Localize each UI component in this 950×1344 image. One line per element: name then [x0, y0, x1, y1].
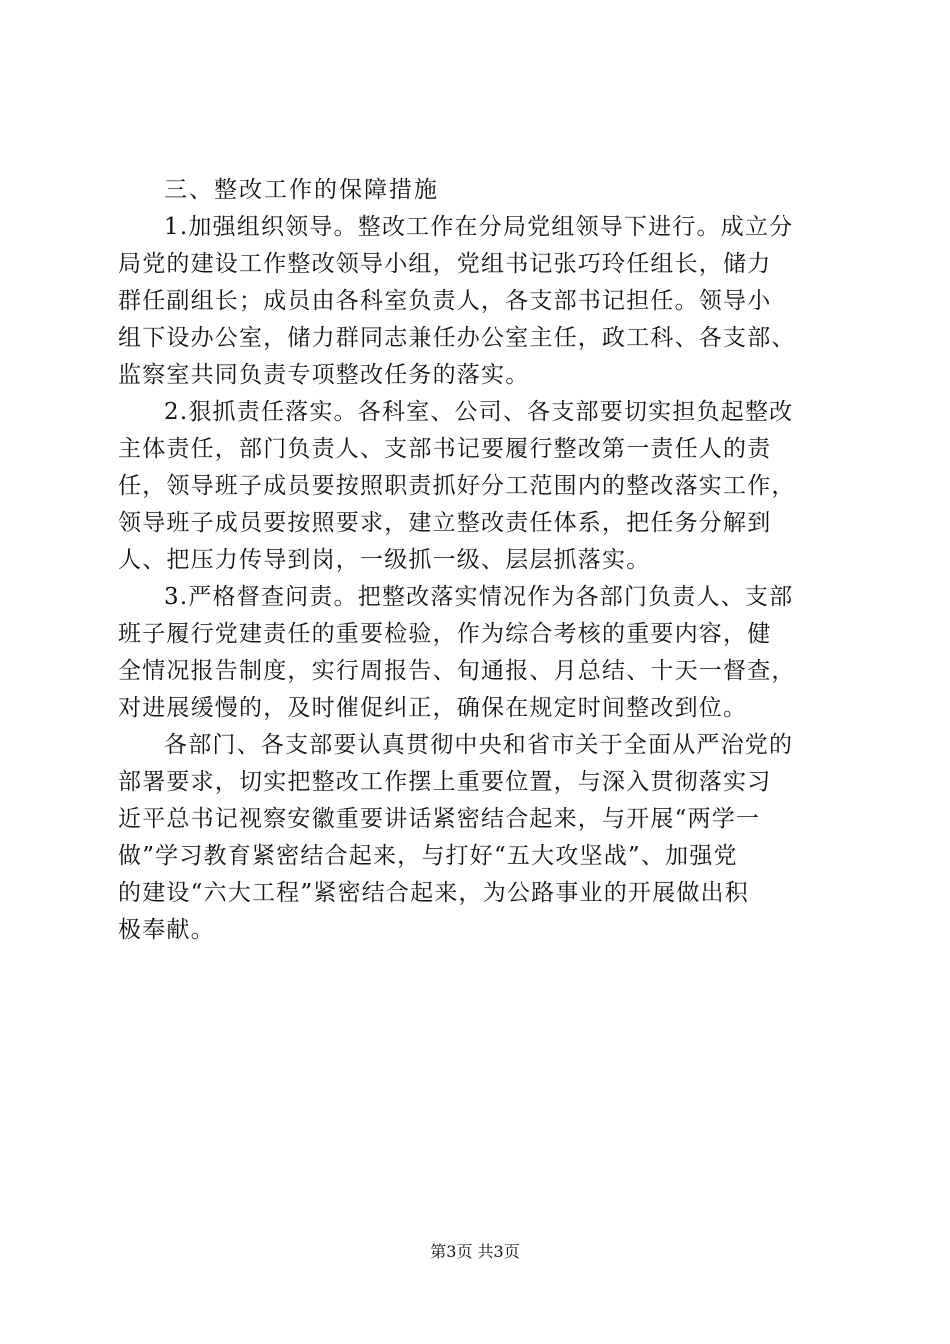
text-line: 近平总书记视察安徽重要讲话紧密结合起来，与开展“两学一 — [118, 806, 761, 832]
document-body — [118, 172, 838, 949]
text-line: 极奉献。 — [118, 917, 215, 943]
page-number: 第3页 共3页 — [430, 1242, 520, 1261]
text-line: 领导班子成员要按照要求，建立整改责任体系，把任务分解到 — [118, 510, 772, 536]
paragraph-responsibility — [118, 394, 838, 579]
text-line: 1.加强组织领导。整改工作在分局党组领导下进行。成立分 — [164, 214, 794, 240]
text-line: 部署要求，切实把整改工作摆上重要位置，与深入贯彻落实习 — [118, 769, 772, 795]
text-line: 3.严格督查问责。把整改落实情况作为各部门负责人、支部 — [164, 584, 794, 610]
text-line: 班子履行党建责任的重要检验，作为综合考核的重要内容，健 — [118, 621, 772, 647]
paragraph-organization-leadership — [118, 209, 838, 394]
text-line: 人、把压力传导到岗，一级抓一级、层层抓落实。 — [118, 547, 651, 573]
text-line: 对进展缓慢的，及时催促纠正，确保在规定时间整改到位。 — [118, 695, 748, 721]
text-line: 局党的建设工作整改领导小组，党组书记张巧玲任组长，储力 — [118, 251, 772, 277]
text-line: 各部门、各支部要认真贯彻中央和省市关于全面从严治党的 — [164, 732, 794, 758]
text-line: 群任副组长；成员由各科室负责人，各支部书记担任。领导小 — [118, 288, 772, 314]
paragraph-conclusion — [118, 727, 838, 949]
section-heading: 三、整改工作的保障措施 — [164, 177, 439, 203]
text-line: 2.狠抓责任落实。各科室、公司、各支部要切实担负起整改 — [164, 399, 794, 425]
text-line: 任，领导班子成员要按照职责抓好分工范围内的整改落实工作， — [118, 473, 796, 499]
text-line: 全情况报告制度，实行周报告、旬通报、月总结、十天一督查， — [118, 658, 796, 684]
text-line: 做”学习教育紧密结合起来，与打好“五大攻坚战”、加强党 — [118, 843, 738, 869]
text-line: 组下设办公室，储力群同志兼任办公室主任，政工科、各支部、 — [118, 325, 796, 351]
text-line: 监察室共同负责专项整改任务的落实。 — [118, 362, 530, 388]
paragraph-supervision — [118, 579, 838, 727]
text-line: 的建设“六大工程”紧密结合起来，为公路事业的开展做出积 — [118, 880, 749, 906]
text-line: 主体责任，部门负责人、支部书记要履行整改第一责任人的责 — [118, 436, 772, 462]
